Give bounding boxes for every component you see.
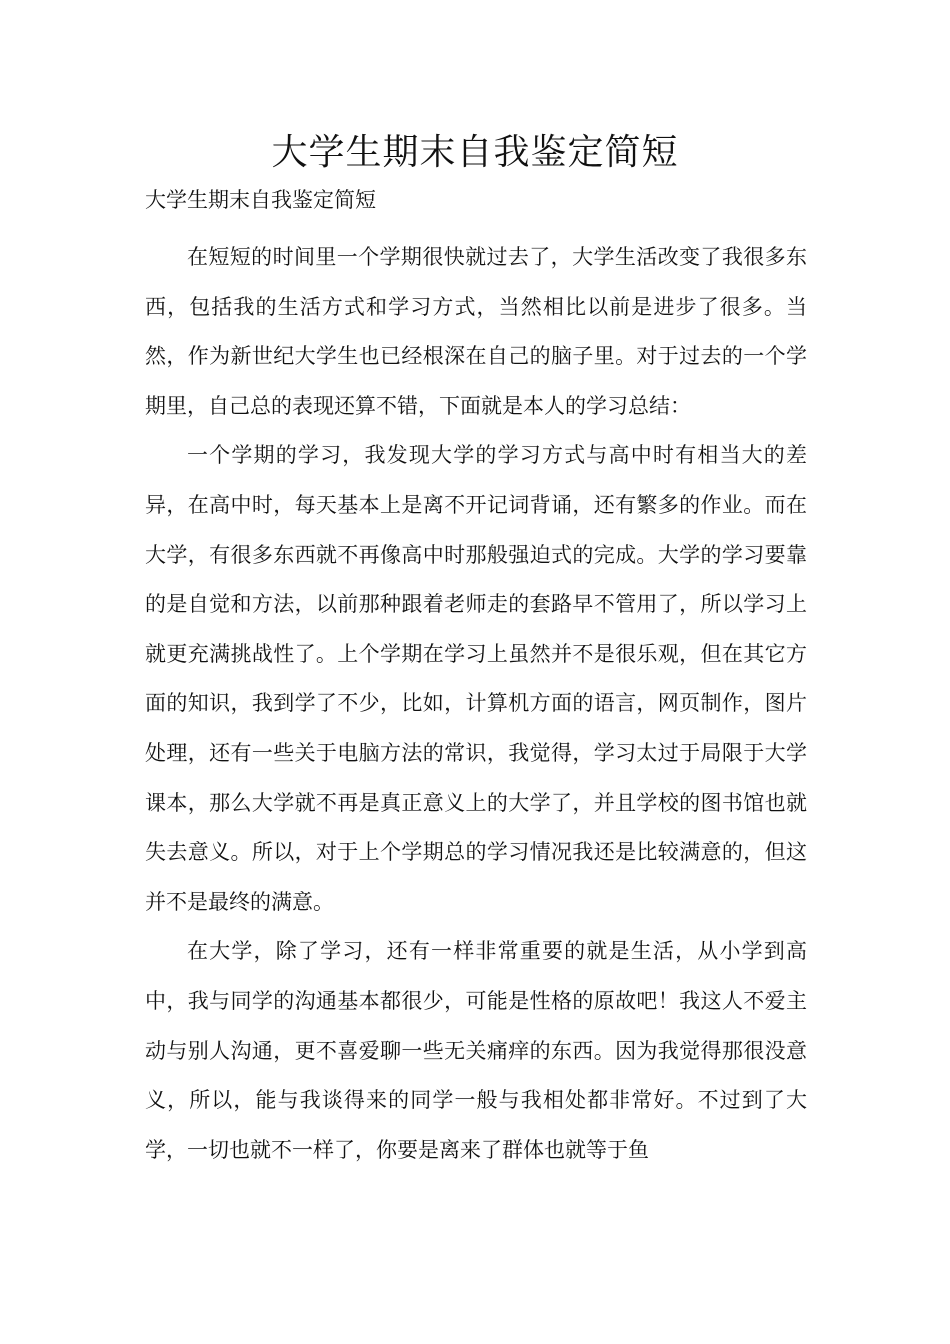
document-subtitle: 大学生期末自我鉴定简短 bbox=[145, 188, 376, 212]
document-body bbox=[145, 233, 807, 1175]
paragraph: 在大学，除了学习，还有一样非常重要的就是生活，从小学到高中，我与同学的沟通基本都很少，可能是性格的原故吧！我这人不爱主动与别人沟通，更不喜爱聊一些无关痛痒的东西。因为我觉得那很没意义，所以，能与我谈得来的同学一般与我相处都非常好。不过到了大学，一切也就不一样了，你要是离来了群体也就等于鱼 bbox=[145, 939, 807, 1162]
paragraph: 一个学期的学习，我发现大学的学习方式与高中时有相当大的差异，在高中时，每天基本上是离不开记词背诵，还有繁多的作业。而在大学，有很多东西就不再像高中时那般强迫式的完成。大学的学习要靠的是自觉和方法，以前那种跟着老师走的套路早不管用了，所以学习上就更充满挑战性了。上个学期在学习上虽然并不是很乐观，但在其它方面的知识，我到学了不少，比如，计算机方面的语言，网页制作，图片处理，还有一些关于电脑方法的常识，我觉得，学习太过于局限于大学课本，那么大学就不再是真正意义上的大学了，并且学校的图书馆也就失去意义。所以，对于上个学期总的学习情况我还是比较满意的，但这并不是最终的满意。 bbox=[145, 443, 807, 914]
paragraph: 在短短的时间里一个学期很快就过去了，大学生活改变了我很多东西，包括我的生活方式和学习方式，当然相比以前是进步了很多。当然，作为新世纪大学生也已经根深在自己的脑子里。对于过去的一个学期里，自己总的表现还算不错，下面就是本人的学习总结： bbox=[145, 245, 807, 418]
document-title: 大学生期末自我鉴定简短 bbox=[271, 132, 679, 173]
